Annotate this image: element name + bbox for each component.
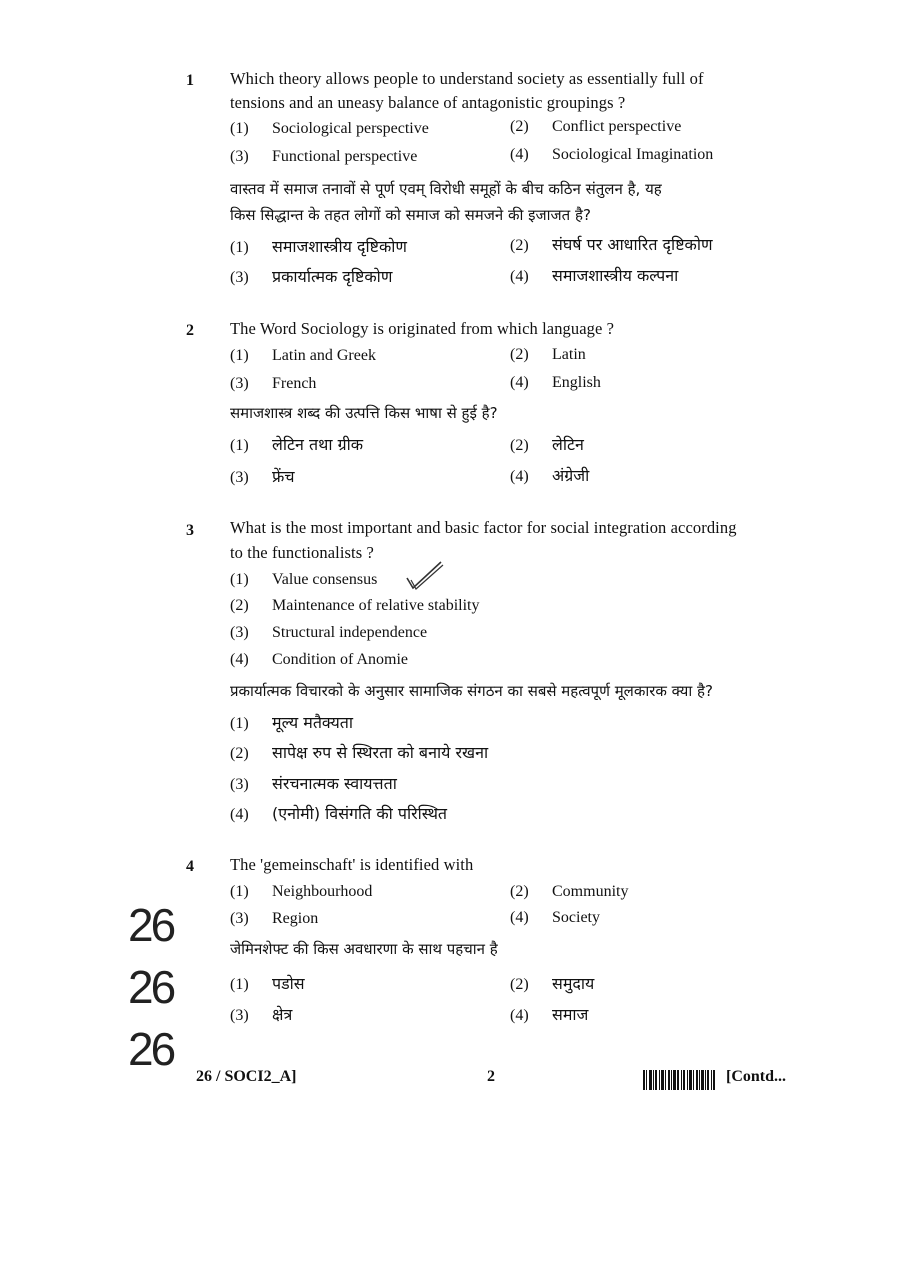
option-hi: (2) सापेक्ष रुप से स्थिरता को बनाये रखना [230, 743, 489, 762]
option-en: (2) Conflict perspective [510, 118, 682, 135]
continued-label: [Contd... [726, 1068, 787, 1085]
option-en: (3) French [230, 375, 317, 392]
option-hi: (2) संघर्ष पर आधारित दृष्टिकोण [510, 235, 713, 254]
question-text-en: What is the most important and basic factor for social integration according [230, 518, 737, 537]
option-en: (4) Sociological Imagination [510, 146, 714, 163]
option-en: (2) Latin [510, 346, 586, 363]
option-hi: (3) फ्रेंच [230, 467, 295, 486]
handwritten-tick-mark [405, 560, 445, 592]
question-number: 3 [186, 522, 194, 539]
question-text-hi: प्रकार्यात्मक विचारको के अनुसार सामाजिक संगठन का सबसे महत्वपूर्ण मूलकारक क्या है? [230, 682, 713, 700]
question-text-en: to the functionalists ? [230, 543, 374, 562]
question-number: 1 [186, 72, 194, 89]
question-text-hi: किस सिद्धान्त के तहत लोगों को समाज को समजने की इजाजत है? [230, 206, 591, 224]
option-hi: (1) लेटिन तथा ग्रीक [230, 435, 364, 454]
option-hi: (4) समाजशास्त्रीय कल्पना [510, 266, 679, 285]
margin-stamp: 26 [128, 899, 174, 951]
option-en: (3) Structural independence [230, 624, 428, 641]
option-hi: (2) लेटिन [510, 435, 584, 454]
option-hi: (4) अंग्रेजी [510, 466, 590, 485]
paper-code: 26 / SOCI2_A] [196, 1068, 297, 1085]
option-en: (4) English [510, 374, 601, 391]
option-en: (4) Condition of Anomie [230, 651, 408, 668]
option-hi: (3) प्रकार्यात्मक दृष्टिकोण [230, 267, 393, 286]
option-hi: (4) (एनोमी) विसंगति की परिस्थित [230, 804, 448, 823]
option-hi: (4) समाज [510, 1005, 589, 1024]
option-en: (1) Value consensus [230, 571, 378, 588]
question-text-hi: समाजशास्त्र शब्द की उत्पत्ति किस भाषा से हुई है? [230, 404, 498, 422]
option-en: (1) Latin and Greek [230, 347, 376, 364]
question-number: 4 [186, 858, 194, 875]
option-hi: (1) समाजशास्त्रीय दृष्टिकोण [230, 237, 407, 256]
question-text-en: The Word Sociology is originated from which language ? [230, 319, 615, 338]
margin-stamp: 26 [128, 961, 174, 1013]
barcode-icon [643, 1070, 715, 1090]
option-en: (2) Maintenance of relative stability [230, 597, 480, 614]
option-hi: (1) मूल्य मतैक्यता [230, 713, 354, 732]
option-en: (1) Neighbourhood [230, 883, 373, 900]
option-hi: (3) संरचनात्मक स्वायत्तता [230, 774, 397, 793]
question-text-hi: वास्तव में समाज तनावों से पूर्ण एवम् विरोधी समूहों के बीच कठिन संतुलन है, यह [230, 180, 662, 198]
question-text-en: tensions and an uneasy balance of antagonistic groupings ? [230, 93, 626, 112]
question-number: 2 [186, 322, 194, 339]
question-text-en: Which theory allows people to understand society as essentially full of [230, 69, 704, 88]
option-hi: (2) समुदाय [510, 974, 595, 993]
option-en: (3) Region [230, 910, 319, 927]
option-hi: (1) पडोस [230, 974, 305, 993]
option-en: (4) Society [510, 909, 600, 926]
option-en: (2) Community [510, 883, 629, 900]
page-number: 2 [487, 1068, 495, 1085]
question-text-en: The 'gemeinschaft' is identified with [230, 855, 474, 874]
option-en: (3) Functional perspective [230, 148, 418, 165]
option-en: (1) Sociological perspective [230, 120, 429, 137]
margin-stamp: 26 [128, 1023, 174, 1075]
option-hi: (3) क्षेत्र [230, 1005, 293, 1024]
question-text-hi: जेमिनशेफ्ट की किस अवधारणा के साथ पहचान है [230, 940, 498, 958]
